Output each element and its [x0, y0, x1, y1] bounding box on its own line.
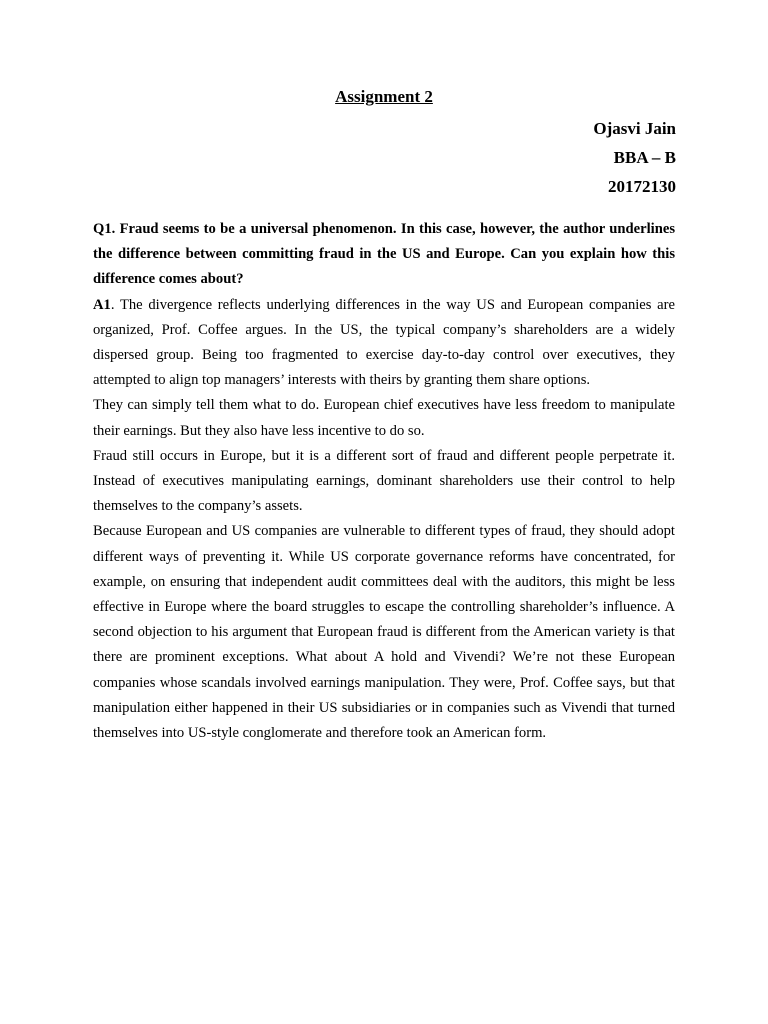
- answer-paragraph-4: Because European and US companies are vulnerable to different types of fraud, they should adopt different ways of preventing it. While US corporate governance reforms have concentrated, for example, on ensuring that independent audit committees deal with the auditors, this might be less effective in Europe where the board struggles to escape the controlling shareholder’s influence. A second objection to his argument that European fraud is different from the American variety is that there are prominent exceptions. What about A hold and Vivendi? We’re not these European companies whose scandals involved earnings manipulation. They were, Prof. Coffee says, but that manipulation either happened in their US subsidiaries or in companies such as Vivendi that turned themselves into US-style conglomerate and therefore took an American form.: [93, 523, 675, 742]
- body-text: [93, 217, 675, 746]
- answer-paragraph-1-text: . The divergence reflects underlying differences in the way US and European companies are organized, Prof. Coffee argues. In the US, the typical company’s shareholders are a widely dispersed group. Being too fragmented to exercise day-to-day control over executives, they attempted to align top managers’ interests with theirs by granting them share options.: [93, 296, 675, 389]
- answer-paragraph-2: They can simply tell them what to do. European chief executives have less freedom to manipulate their earnings. But they also have less incentive to do so.: [93, 397, 675, 439]
- document-title: Assignment 2: [335, 87, 433, 106]
- question-text: Q1. Fraud seems to be a universal phenomenon. In this case, however, the author underlines the difference between committing fraud in the US and Europe. Can you explain how this difference comes about?: [93, 221, 675, 288]
- answer-paragraph-1: [93, 293, 675, 394]
- author-class: BBA – B: [613, 148, 676, 167]
- author-name: Ojasvi Jain: [593, 119, 676, 138]
- author-block: [593, 114, 676, 201]
- answer-paragraph-3: Fraud still occurs in Europe, but it is a different sort of fraud and different people perpetrate it. Instead of executives manipulating earnings, dominant shareholders use their control to help themselves to the company’s assets.: [93, 447, 675, 515]
- answer-label: A1: [93, 296, 111, 313]
- author-roll-number: 20172130: [608, 177, 676, 196]
